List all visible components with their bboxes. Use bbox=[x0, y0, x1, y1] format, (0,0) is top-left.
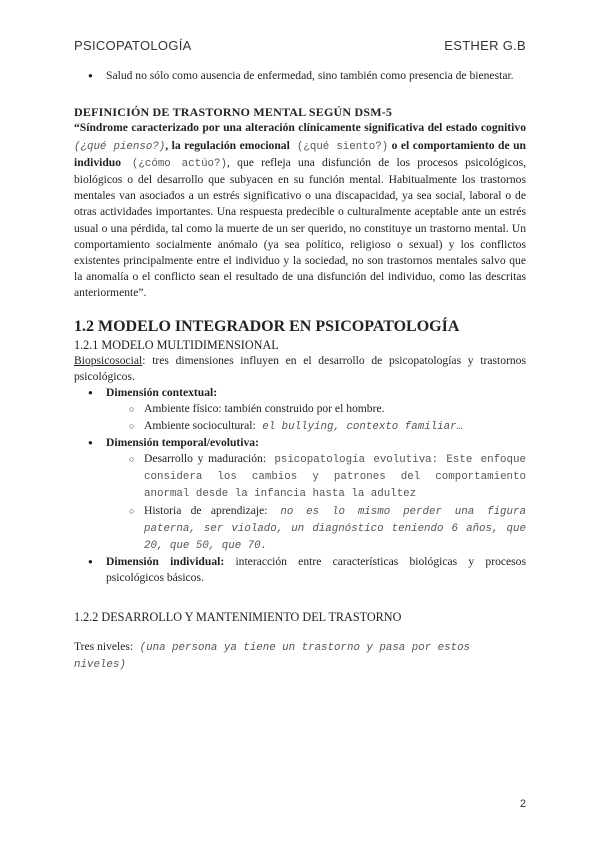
temp-item-2-mono: no es lo mismo perder una figura paterna, ser violado, un diagnóstico teniendo 6 años, que 20, que 50, que 70. bbox=[144, 505, 526, 553]
section-1-2-1-heading: 1.2.1 MODELO MULTIDIMENSIONAL bbox=[74, 337, 279, 352]
section-1-2-2-heading: 1.2.2 DESARROLLO Y MANTENIMIENTO DEL TRASTORNO bbox=[74, 609, 402, 624]
definition-paragraph bbox=[74, 120, 526, 301]
tres-mono: (una persona ya tiene un trastorno y pasa por estos niveles) bbox=[74, 641, 471, 672]
header-left: PSICOPATOLOGÍA bbox=[74, 38, 192, 53]
def-mono-1: (¿qué pienso?) bbox=[74, 140, 166, 153]
page-number: 2 bbox=[519, 798, 526, 810]
document-body bbox=[74, 68, 526, 673]
ctx-item-2 bbox=[74, 418, 526, 435]
ctx-item-2-label: Ambiente sociocultural: bbox=[144, 418, 256, 432]
definition-heading: DEFINICIÓN DE TRASTORNO MENTAL SEGÚN DSM-5 bbox=[74, 105, 393, 120]
dim-individual bbox=[74, 554, 526, 586]
temp-item-1 bbox=[74, 451, 526, 503]
header-right: ESTHER G.B bbox=[444, 38, 526, 53]
page-header bbox=[74, 38, 526, 53]
temp-item-2-label: Historia de aprendizaje: bbox=[144, 503, 268, 517]
dim-contextual bbox=[74, 385, 526, 401]
dim-temporal-label: Dimensión temporal/evolutiva: bbox=[106, 435, 259, 449]
biopsicosocial-label: Biopsicosocial bbox=[74, 353, 143, 367]
ctx-item-2-mono: el bullying, contexto familiar… bbox=[255, 420, 464, 433]
ctx-item-1: ○ Ambiente físico: también construido por el hombre. bbox=[74, 401, 526, 417]
dim-temporal bbox=[74, 435, 526, 451]
temp-item-1-mono: psicopatología evolutiva: Este enfoque considera los cambios y patrones del comportamiento anormal desde la infancia hasta la adultez bbox=[144, 454, 526, 501]
def-rest: , que refleja una disfunción de los procesos psicológicos, biológicos o del desarrollo que subyacen en su función mental. Habitualmente los trastornos mentales van asociados a un estrés significativo o una discapacidad, ya sea social, laboral o de otras actividades importantes. Una respuesta predecible o culturalmente aceptable ante un estrés usual o una pérdida, tal como la muerte de un ser querido, no constituye un trastorno mental. Un comportamiento socialmente anómalo (ya sea político, religioso o sexual) y los conflictos existentes principalmente entre el individuo y la sociedad, no son trastornos mentales salvo que la anomalía o el conflicto sean el resultado de una disfunción del individuo, como las descritas anteriormente”. bbox=[74, 155, 526, 300]
dim-individual-text: interacción entre características biológicas y procesos psicológicos básicos. bbox=[106, 555, 526, 585]
def-bold-2: , la regulación emocional bbox=[165, 138, 290, 152]
top-bullet: ● Salud no sólo como ausencia de enfermedad, sino también como presencia de bienestar. bbox=[74, 68, 526, 84]
biopsicosocial-text: : tres dimensiones influyen en el desarrollo de psicopatologías y trastornos psicológicos. bbox=[74, 353, 526, 384]
section-1-2-heading: 1.2 MODELO INTEGRADOR EN PSICOPATOLOGÍA bbox=[74, 317, 460, 335]
def-bold-3: o el comportamiento de un individuo bbox=[74, 138, 526, 169]
def-mono-2: (¿qué siento?) bbox=[289, 140, 389, 153]
tres-label: Tres niveles: bbox=[74, 639, 134, 653]
temp-item-2 bbox=[74, 503, 526, 555]
tres-niveles bbox=[74, 639, 526, 673]
def-bold-1: “Síndrome caracterizado por una alteración clínicamente significativa del estado cognitivo bbox=[74, 121, 526, 135]
dim-individual-label: Dimensión individual: bbox=[106, 555, 225, 569]
dim-contextual-label: Dimensión contextual: bbox=[106, 386, 218, 400]
temp-item-1-label: Desarrollo y maduración: bbox=[144, 452, 267, 466]
biopsicosocial-paragraph bbox=[74, 353, 526, 385]
def-mono-3: (¿cómo actúo?) bbox=[121, 157, 227, 170]
